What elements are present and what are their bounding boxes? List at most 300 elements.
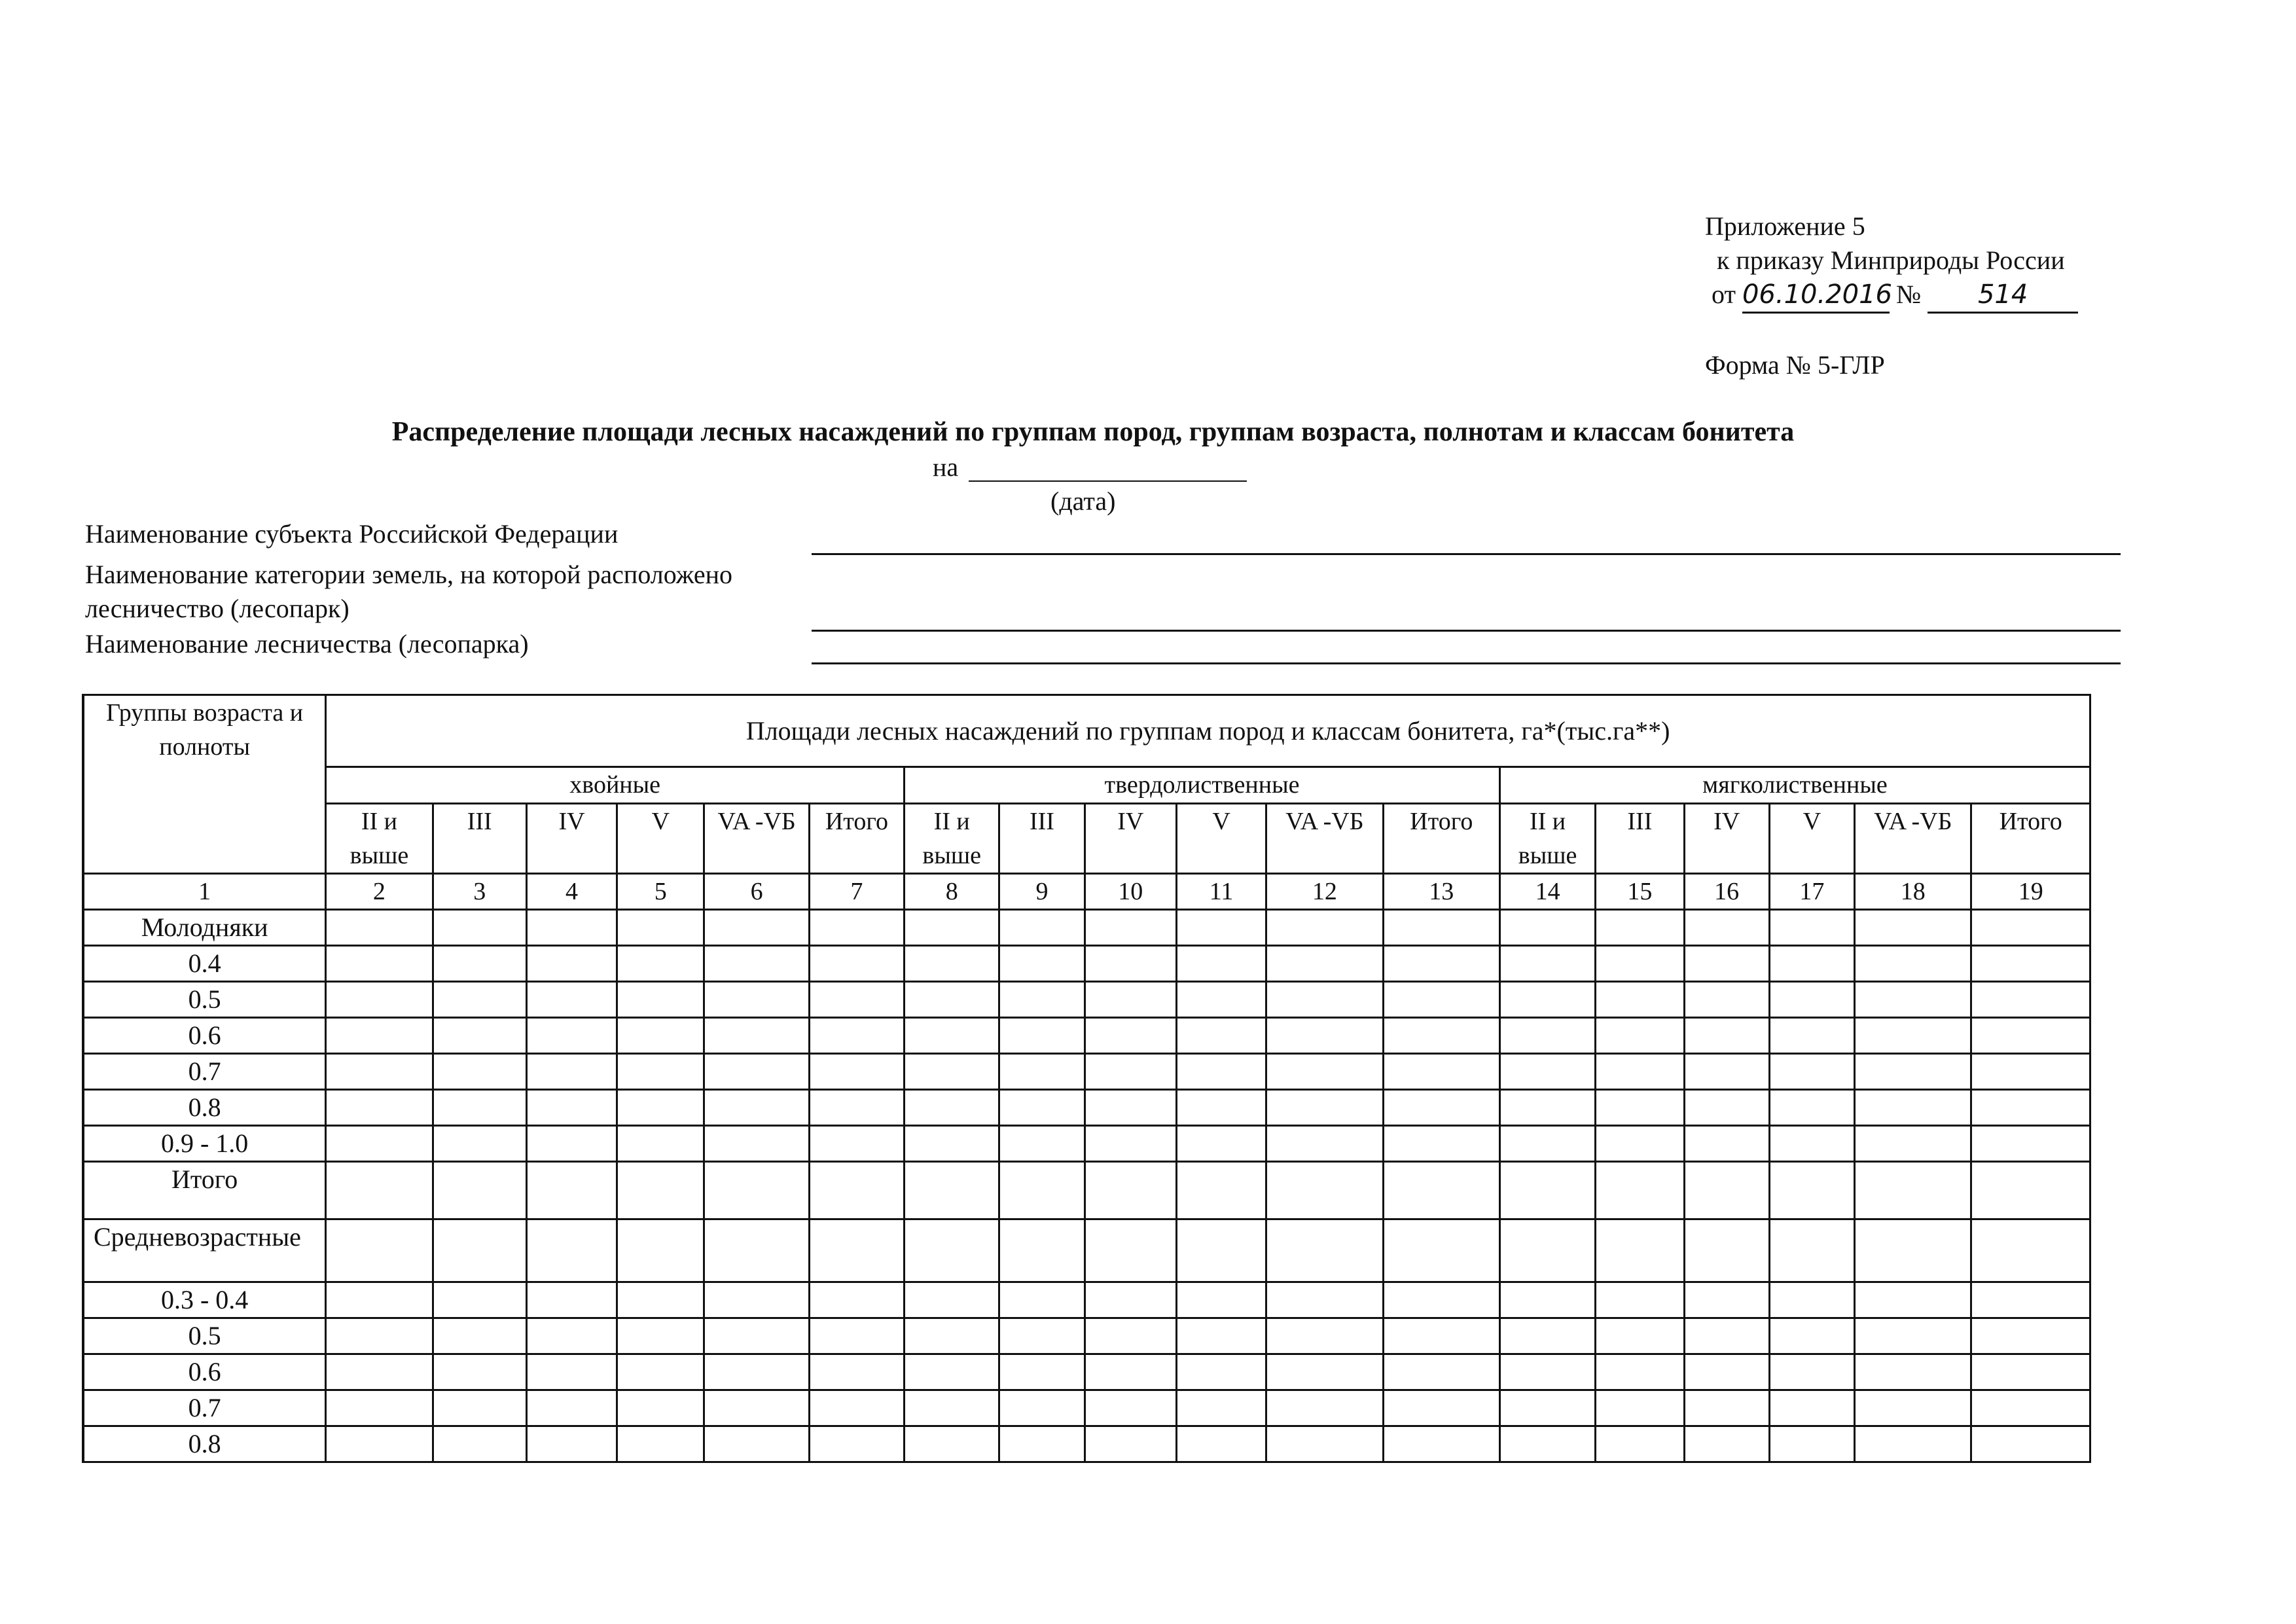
table-cell[interactable] [433, 1054, 526, 1090]
table-cell[interactable] [1855, 1054, 1971, 1090]
table-cell[interactable] [1855, 1090, 1971, 1126]
row-label: 0.8 [83, 1426, 326, 1462]
table-cell[interactable] [1971, 1282, 2090, 1318]
table-cell[interactable] [1769, 946, 1854, 982]
table-cell[interactable] [1971, 982, 2090, 1018]
table-cell[interactable] [1266, 982, 1383, 1018]
table-cell[interactable] [1769, 1018, 1854, 1054]
table-cell[interactable] [1176, 1090, 1266, 1126]
table-cell[interactable] [1971, 1426, 2090, 1462]
table-cell[interactable] [1383, 1354, 1499, 1390]
table-cell[interactable] [1085, 1318, 1176, 1354]
table-cell[interactable] [1769, 1162, 1854, 1219]
table-cell[interactable] [1383, 1018, 1499, 1054]
table-cell[interactable] [999, 1126, 1085, 1162]
column-number: 16 [1684, 874, 1769, 910]
table-cell[interactable] [905, 946, 999, 982]
table-cell[interactable] [1855, 1354, 1971, 1390]
table-cell[interactable] [1266, 1282, 1383, 1318]
table-cell[interactable] [704, 1426, 809, 1462]
forestry-line[interactable] [812, 662, 2121, 664]
table-cell[interactable] [617, 1390, 704, 1426]
table-cell[interactable] [326, 982, 433, 1018]
table-cell[interactable] [617, 1054, 704, 1090]
table-cell[interactable] [433, 1162, 526, 1219]
table-cell[interactable] [1176, 1354, 1266, 1390]
table-cell[interactable] [809, 1318, 904, 1354]
table-cell[interactable] [326, 1090, 433, 1126]
table-row [83, 982, 2090, 1018]
table-cell[interactable] [1684, 1162, 1769, 1219]
table-cell[interactable] [526, 1426, 617, 1462]
table-cell[interactable] [1596, 1219, 1684, 1282]
column-number: 1 [83, 874, 326, 910]
table-cell[interactable] [1383, 946, 1499, 982]
table-cell[interactable] [526, 1219, 617, 1282]
table-cell[interactable] [617, 1018, 704, 1054]
table-cell[interactable] [1499, 1426, 1595, 1462]
table-cell[interactable] [1855, 1390, 1971, 1426]
table-cell[interactable] [617, 910, 704, 946]
table-cell[interactable] [1499, 1018, 1595, 1054]
table-cell[interactable] [1971, 1054, 2090, 1090]
table-cell[interactable] [1855, 1426, 1971, 1462]
row-label: Средневозрастные [83, 1219, 326, 1282]
table-cell[interactable] [905, 1282, 999, 1318]
table-cell[interactable] [617, 1426, 704, 1462]
appendix-block [1705, 209, 2078, 314]
table-cell[interactable] [326, 1318, 433, 1354]
table-cell[interactable] [704, 982, 809, 1018]
table-cell[interactable] [809, 1426, 904, 1462]
table-cell[interactable] [1266, 910, 1383, 946]
table-cell[interactable] [1499, 1090, 1595, 1126]
table-cell[interactable] [905, 1054, 999, 1090]
table-cell[interactable] [1383, 982, 1499, 1018]
table-cell[interactable] [1266, 1090, 1383, 1126]
table-cell[interactable] [1085, 1282, 1176, 1318]
table-cell[interactable] [1383, 1318, 1499, 1354]
appendix-number-sign: № [1895, 280, 1922, 309]
column-number: 8 [905, 874, 999, 910]
table-cell[interactable] [905, 1354, 999, 1390]
table-cell[interactable] [999, 1390, 1085, 1426]
table-cell[interactable] [905, 1426, 999, 1462]
table-cell[interactable] [999, 1018, 1085, 1054]
table-cell[interactable] [1855, 1018, 1971, 1054]
forest-area-table [82, 694, 2091, 1463]
table-cell[interactable] [1684, 1219, 1769, 1282]
table-cell[interactable] [326, 1354, 433, 1390]
table-cell[interactable] [433, 1354, 526, 1390]
class-header: VA -VБ [704, 804, 809, 874]
table-cell[interactable] [1684, 946, 1769, 982]
table-cell[interactable] [326, 1126, 433, 1162]
table-cell[interactable] [999, 1318, 1085, 1354]
table-cell[interactable] [1499, 982, 1595, 1018]
table-cell[interactable] [1971, 1354, 2090, 1390]
table-cell[interactable] [704, 1054, 809, 1090]
row-label: 0.5 [83, 1318, 326, 1354]
table-cell[interactable] [617, 1282, 704, 1318]
table-cell[interactable] [1499, 1318, 1595, 1354]
header-row-main [83, 695, 2090, 767]
table-cell[interactable] [1971, 1390, 2090, 1426]
table-cell[interactable] [433, 1219, 526, 1282]
table-cell[interactable] [617, 1126, 704, 1162]
class-header: II и выше [1499, 804, 1595, 874]
table-cell[interactable] [617, 982, 704, 1018]
table-cell[interactable] [809, 946, 904, 982]
table-cell[interactable] [1176, 1219, 1266, 1282]
row-label: 0.6 [83, 1354, 326, 1390]
table-cell[interactable] [526, 1090, 617, 1126]
table-cell[interactable] [326, 1390, 433, 1426]
table-cell[interactable] [433, 946, 526, 982]
table-cell[interactable] [1266, 1354, 1383, 1390]
table-cell[interactable] [704, 1354, 809, 1390]
header-row-numbers [83, 874, 2090, 910]
table-cell[interactable] [1769, 1090, 1854, 1126]
table-cell[interactable] [526, 982, 617, 1018]
table-cell[interactable] [1855, 982, 1971, 1018]
table-cell[interactable] [809, 1018, 904, 1054]
table-cell[interactable] [1266, 1018, 1383, 1054]
table-cell[interactable] [704, 1090, 809, 1126]
table-cell[interactable] [999, 1090, 1085, 1126]
row-label: Итого [83, 1162, 326, 1219]
table-cell[interactable] [1684, 982, 1769, 1018]
column-number: 2 [326, 874, 433, 910]
table-cell[interactable] [526, 1054, 617, 1090]
table-cell[interactable] [1769, 1282, 1854, 1318]
table-cell[interactable] [1855, 946, 1971, 982]
forestry-label: Наименование лесничества (лесопарка) [85, 629, 529, 659]
table-cell[interactable] [999, 910, 1085, 946]
class-header: Итого [809, 804, 904, 874]
table-cell[interactable] [1684, 1018, 1769, 1054]
table-cell[interactable] [1596, 946, 1684, 982]
subject-line[interactable] [812, 553, 2121, 555]
table-cell[interactable] [1855, 1162, 1971, 1219]
column-number: 19 [1971, 874, 2090, 910]
table-cell[interactable] [326, 1426, 433, 1462]
table-cell[interactable] [1684, 1090, 1769, 1126]
column-number: 12 [1266, 874, 1383, 910]
table-cell[interactable] [809, 910, 904, 946]
table-cell[interactable] [1596, 1318, 1684, 1354]
table-cell[interactable] [704, 1282, 809, 1318]
table-cell[interactable] [1684, 1126, 1769, 1162]
table-cell[interactable] [905, 982, 999, 1018]
class-header: III [1596, 804, 1684, 874]
table-cell[interactable] [1596, 1054, 1684, 1090]
table-cell[interactable] [326, 1282, 433, 1318]
table-cell[interactable] [809, 1390, 904, 1426]
class-header: IV [1085, 804, 1176, 874]
table-cell[interactable] [1855, 1126, 1971, 1162]
column-number: 6 [704, 874, 809, 910]
table-cell[interactable] [1176, 1054, 1266, 1090]
column-number: 11 [1176, 874, 1266, 910]
table-cell[interactable] [1085, 1126, 1176, 1162]
table-cell[interactable] [1499, 1354, 1595, 1390]
table-cell[interactable] [1769, 1390, 1854, 1426]
table-cell[interactable] [433, 1282, 526, 1318]
table-cell[interactable] [326, 946, 433, 982]
table-cell[interactable] [1769, 1219, 1854, 1282]
table-cell[interactable] [617, 1162, 704, 1219]
table-cell[interactable] [999, 1162, 1085, 1219]
appendix-date-line [1705, 278, 2078, 314]
table-cell[interactable] [433, 1318, 526, 1354]
table-cell[interactable] [1769, 1318, 1854, 1354]
table-cell[interactable] [1596, 1090, 1684, 1126]
table-cell[interactable] [1971, 1318, 2090, 1354]
table-cell[interactable] [1176, 1282, 1266, 1318]
table-cell[interactable] [526, 1390, 617, 1426]
table-cell[interactable] [1499, 1126, 1595, 1162]
table-cell[interactable] [1769, 910, 1854, 946]
table-cell[interactable] [809, 1090, 904, 1126]
table-cell[interactable] [526, 1318, 617, 1354]
table-cell[interactable] [809, 982, 904, 1018]
table-cell[interactable] [1684, 1390, 1769, 1426]
category-line[interactable] [812, 630, 2121, 632]
table-cell[interactable] [1266, 1162, 1383, 1219]
table-cell[interactable] [809, 1054, 904, 1090]
table-cell[interactable] [1596, 1018, 1684, 1054]
table-cell[interactable] [1085, 1390, 1176, 1426]
table-cell[interactable] [1596, 1426, 1684, 1462]
table-cell[interactable] [704, 1318, 809, 1354]
table-cell[interactable] [1383, 1090, 1499, 1126]
table-cell[interactable] [1085, 1426, 1176, 1462]
table-cell[interactable] [999, 1282, 1085, 1318]
table-cell[interactable] [1383, 1219, 1499, 1282]
table-cell[interactable] [1769, 1054, 1854, 1090]
class-header: VA -VБ [1266, 804, 1383, 874]
date-input-line[interactable] [969, 480, 1247, 482]
table-cell[interactable] [999, 1054, 1085, 1090]
table-cell[interactable] [326, 1219, 433, 1282]
header-row-groups [83, 767, 2090, 804]
table-cell[interactable] [1266, 1126, 1383, 1162]
table-cell[interactable] [1383, 1390, 1499, 1426]
table-cell[interactable] [1596, 1390, 1684, 1426]
table-cell[interactable] [1684, 1282, 1769, 1318]
table-cell[interactable] [433, 1018, 526, 1054]
table-cell[interactable] [809, 1126, 904, 1162]
table-cell[interactable] [1176, 1390, 1266, 1426]
appendix-from-label: от [1712, 280, 1736, 309]
table-cell[interactable] [809, 1354, 904, 1390]
table-cell[interactable] [1266, 1426, 1383, 1462]
table-cell[interactable] [1971, 1126, 2090, 1162]
table-cell[interactable] [809, 1219, 904, 1282]
table-cell[interactable] [905, 1162, 999, 1219]
table-cell[interactable] [1176, 1126, 1266, 1162]
table-cell[interactable] [999, 982, 1085, 1018]
table-cell[interactable] [1596, 1282, 1684, 1318]
table-cell[interactable] [526, 1018, 617, 1054]
table-cell[interactable] [433, 1390, 526, 1426]
table-cell[interactable] [1499, 1054, 1595, 1090]
table-cell[interactable] [326, 1162, 433, 1219]
table-cell[interactable] [1855, 1282, 1971, 1318]
table-cell[interactable] [1085, 982, 1176, 1018]
main-header: Площади лесных насаждений по группам пород и классам бонитета, га*(тыс.га**) [326, 695, 2090, 767]
row-label: 0.8 [83, 1090, 326, 1126]
table-cell[interactable] [433, 910, 526, 946]
table-cell[interactable] [1769, 1426, 1854, 1462]
table-cell[interactable] [433, 982, 526, 1018]
table-cell[interactable] [1085, 946, 1176, 982]
table-cell[interactable] [526, 1354, 617, 1390]
table-cell[interactable] [704, 910, 809, 946]
table-cell[interactable] [1971, 946, 2090, 982]
table-cell[interactable] [1499, 1162, 1595, 1219]
table-cell[interactable] [905, 1219, 999, 1282]
table-cell[interactable] [617, 1354, 704, 1390]
table-cell[interactable] [1499, 1282, 1595, 1318]
table-cell[interactable] [1383, 1054, 1499, 1090]
table-cell[interactable] [1855, 1318, 1971, 1354]
table-cell[interactable] [704, 1018, 809, 1054]
table-cell[interactable] [1499, 1390, 1595, 1426]
table-cell[interactable] [526, 946, 617, 982]
row-label: 0.7 [83, 1390, 326, 1426]
table-cell[interactable] [1085, 1354, 1176, 1390]
table-cell[interactable] [809, 1162, 904, 1219]
table-cell[interactable] [905, 1126, 999, 1162]
table-cell[interactable] [1085, 1219, 1176, 1282]
class-header: V [1176, 804, 1266, 874]
table-cell[interactable] [1176, 1162, 1266, 1219]
table-cell[interactable] [1266, 1054, 1383, 1090]
table-cell[interactable] [1176, 1426, 1266, 1462]
table-cell[interactable] [433, 1126, 526, 1162]
table-cell[interactable] [905, 1090, 999, 1126]
table-cell[interactable] [1971, 1018, 2090, 1054]
table-cell[interactable] [1266, 1318, 1383, 1354]
table-cell[interactable] [526, 1282, 617, 1318]
table-cell[interactable] [1176, 1018, 1266, 1054]
table-cell[interactable] [1383, 1126, 1499, 1162]
table-cell[interactable] [526, 910, 617, 946]
table-cell[interactable] [1855, 1219, 1971, 1282]
table-cell[interactable] [1971, 1219, 2090, 1282]
table-cell[interactable] [1383, 910, 1499, 946]
table-cell[interactable] [1176, 982, 1266, 1018]
table-cell[interactable] [1769, 1126, 1854, 1162]
table-cell[interactable] [617, 1090, 704, 1126]
table-cell[interactable] [1085, 910, 1176, 946]
table-cell[interactable] [1684, 1354, 1769, 1390]
table-cell[interactable] [1383, 1426, 1499, 1462]
table-cell[interactable] [1855, 910, 1971, 946]
table-cell[interactable] [1684, 1054, 1769, 1090]
table-cell[interactable] [1176, 946, 1266, 982]
table-cell[interactable] [704, 946, 809, 982]
appendix-handwritten-date: 06.10.2016 [1742, 278, 1890, 314]
table-cell[interactable] [433, 1426, 526, 1462]
table-cell[interactable] [1769, 982, 1854, 1018]
table-cell[interactable] [905, 1018, 999, 1054]
table-cell[interactable] [326, 1054, 433, 1090]
table-cell[interactable] [1596, 1162, 1684, 1219]
table-cell[interactable] [1971, 1090, 2090, 1126]
table-cell[interactable] [905, 910, 999, 946]
table-cell[interactable] [1971, 1162, 2090, 1219]
form-number: Форма № 5-ГЛР [1705, 350, 1885, 380]
table-cell[interactable] [617, 1219, 704, 1282]
class-header: V [617, 804, 704, 874]
col1-header: Группы возраста и полноты [83, 695, 326, 874]
table-cell[interactable] [1383, 1162, 1499, 1219]
table-cell[interactable] [1769, 1354, 1854, 1390]
table-cell[interactable] [1383, 1282, 1499, 1318]
column-number: 17 [1769, 874, 1854, 910]
table-cell[interactable] [326, 910, 433, 946]
table-cell[interactable] [1176, 1318, 1266, 1354]
table-cell[interactable] [704, 1219, 809, 1282]
table-cell[interactable] [1176, 910, 1266, 946]
table-cell[interactable] [1266, 1219, 1383, 1282]
table-cell[interactable] [1085, 1018, 1176, 1054]
table-cell[interactable] [617, 1318, 704, 1354]
table-cell[interactable] [1971, 910, 2090, 946]
table-cell[interactable] [1266, 946, 1383, 982]
table-cell[interactable] [617, 946, 704, 982]
table-cell[interactable] [1085, 1090, 1176, 1126]
table-cell[interactable] [704, 1390, 809, 1426]
row-label: 0.7 [83, 1054, 326, 1090]
table-cell[interactable] [1596, 910, 1684, 946]
table-cell[interactable] [905, 1318, 999, 1354]
table-cell[interactable] [1596, 1354, 1684, 1390]
table-cell[interactable] [1085, 1162, 1176, 1219]
table-cell[interactable] [999, 1354, 1085, 1390]
table-cell[interactable] [433, 1090, 526, 1126]
table-cell[interactable] [526, 1162, 617, 1219]
table-cell[interactable] [1684, 910, 1769, 946]
table-cell[interactable] [1596, 1126, 1684, 1162]
table-cell[interactable] [905, 1390, 999, 1426]
table-cell[interactable] [326, 1018, 433, 1054]
table-cell[interactable] [526, 1126, 617, 1162]
column-number: 10 [1085, 874, 1176, 910]
table-cell[interactable] [704, 1126, 809, 1162]
table-cell[interactable] [1684, 1318, 1769, 1354]
table-cell[interactable] [1596, 982, 1684, 1018]
table-cell[interactable] [999, 1219, 1085, 1282]
category-label-line2: лесничество (лесопарк) [85, 594, 350, 623]
table-cell[interactable] [1684, 1426, 1769, 1462]
date-caption: (дата) [1050, 486, 1116, 516]
table-cell[interactable] [809, 1282, 904, 1318]
table-cell[interactable] [1085, 1054, 1176, 1090]
table-cell[interactable] [999, 946, 1085, 982]
table-cell[interactable] [1499, 946, 1595, 982]
table-row [83, 1054, 2090, 1090]
table-cell[interactable] [1499, 1219, 1595, 1282]
table-cell[interactable] [999, 1426, 1085, 1462]
table-cell[interactable] [1499, 910, 1595, 946]
column-number: 3 [433, 874, 526, 910]
table-cell[interactable] [704, 1162, 809, 1219]
table-cell[interactable] [1266, 1390, 1383, 1426]
